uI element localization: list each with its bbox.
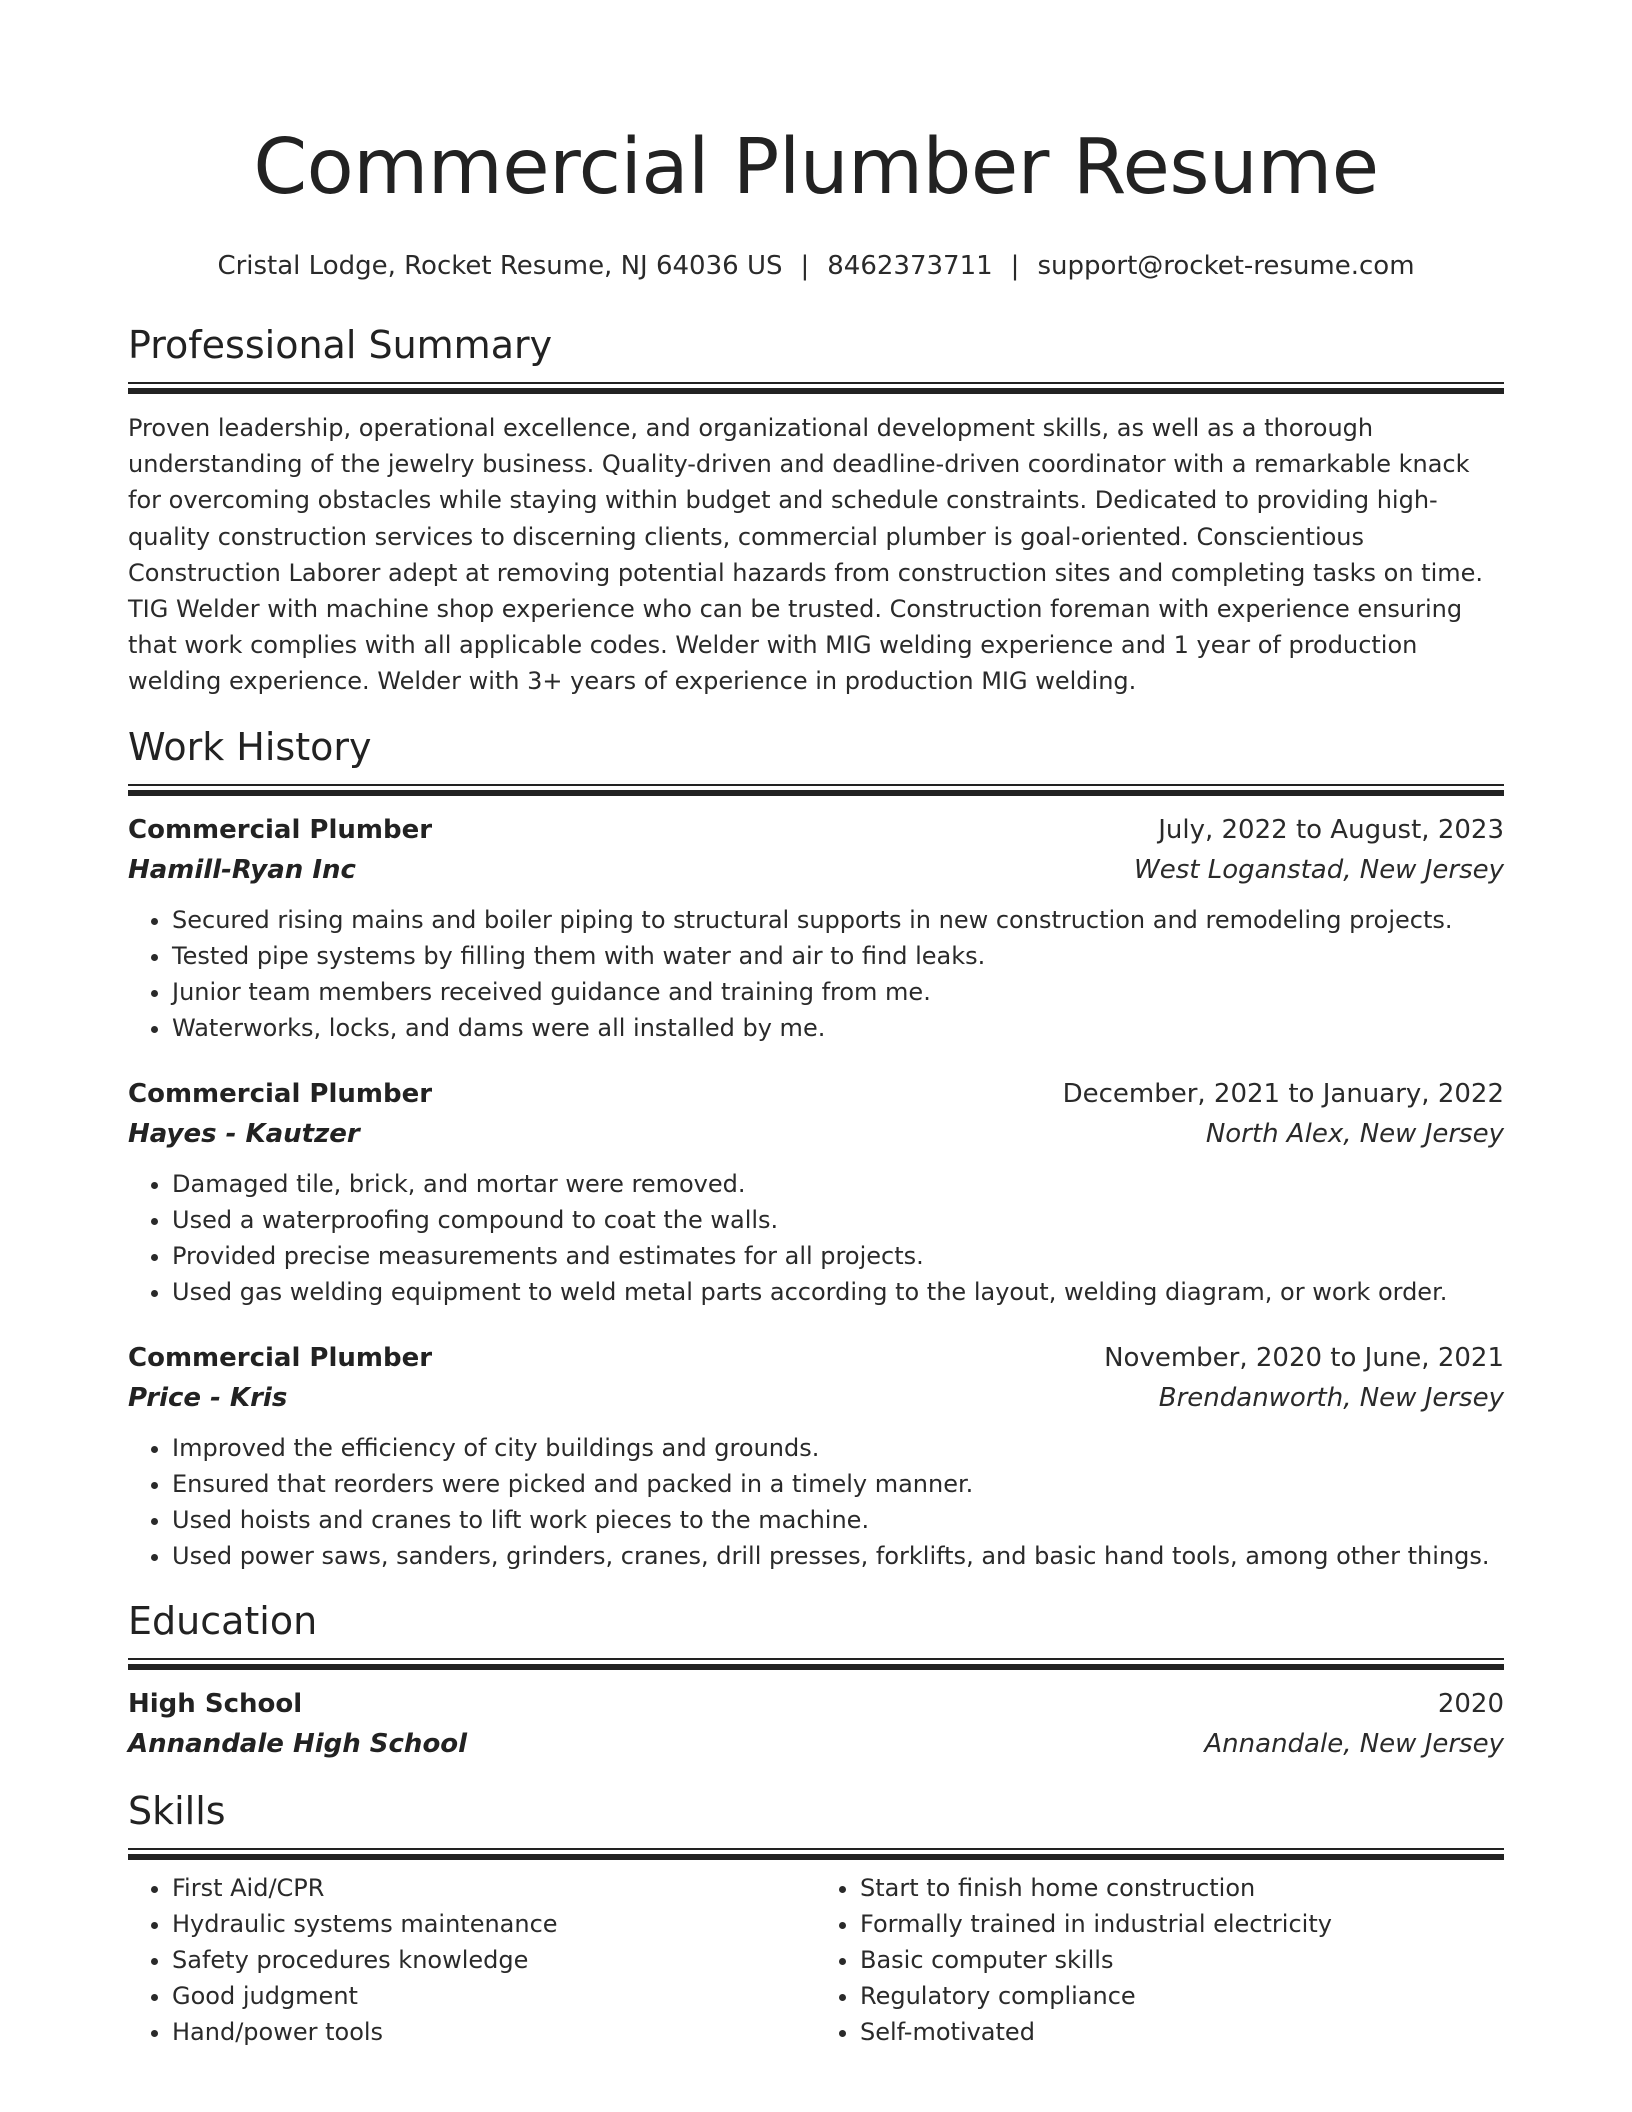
skill-item: • Formally trained in industrial electricity xyxy=(860,1906,1504,1942)
education-year: 2020 xyxy=(1437,1688,1504,1719)
skill-item: • Good judgment xyxy=(172,1978,816,2014)
section-divider xyxy=(128,1658,1504,1670)
skill-item: • Self-motivated xyxy=(860,2014,1504,2050)
job-bullet: • Used power saws, sanders, grinders, cranes, drill presses, forklifts, and basic hand tools, among other things. xyxy=(172,1538,1504,1574)
job-subheader xyxy=(128,850,1504,890)
job-bullet: • Secured rising mains and boiler piping to structural supports in new construction and remodeling projects. xyxy=(172,902,1504,938)
education-header xyxy=(128,1684,1504,1724)
job-dates: July, 2022 to August, 2023 xyxy=(1158,814,1504,845)
job-entry xyxy=(128,810,1504,1046)
skill-item: • Regulatory compliance xyxy=(860,1978,1504,2014)
job-entry xyxy=(128,1338,1504,1574)
section-divider xyxy=(128,784,1504,796)
job-header xyxy=(128,810,1504,850)
skill-item: • Basic computer skills xyxy=(860,1942,1504,1978)
education-school: Annandale High School xyxy=(128,1728,468,1759)
education-heading: Education xyxy=(128,1598,318,1643)
job-bullet: • Junior team members received guidance and training from me. xyxy=(172,974,1504,1010)
contact-line xyxy=(128,248,1504,284)
contact-phone: 8462373711 xyxy=(827,251,993,281)
education-entry xyxy=(128,1684,1504,1764)
job-subheader xyxy=(128,1114,1504,1154)
skills-heading: Skills xyxy=(128,1788,226,1833)
work-history-heading: Work History xyxy=(128,724,372,769)
job-bullet: • Damaged tile, brick, and mortar were removed. xyxy=(172,1166,1504,1202)
job-location: North Alex, New Jersey xyxy=(1205,1118,1504,1149)
job-header xyxy=(128,1074,1504,1114)
job-bullet: • Tested pipe systems by filling them with water and air to find leaks. xyxy=(172,938,1504,974)
section-divider xyxy=(128,1848,1504,1860)
skills-list-right xyxy=(816,1870,1504,2050)
summary-heading: Professional Summary xyxy=(128,323,553,367)
summary-section xyxy=(128,320,1504,700)
education-subheader xyxy=(128,1724,1504,1764)
job-title: Commercial Plumber xyxy=(128,1078,433,1109)
job-bullet: • Waterworks, locks, and dams were all installed by me. xyxy=(172,1010,1504,1046)
job-bullets xyxy=(128,1430,1504,1574)
job-bullet: • Provided precise measurements and estimates for all projects. xyxy=(172,1238,1504,1274)
resume-title: Commercial Plumber Resume xyxy=(253,123,1379,212)
contact-address: Cristal Lodge, Rocket Resume, NJ 64036 US xyxy=(217,251,783,281)
skills-list-left xyxy=(128,1870,816,2050)
work-history-section xyxy=(128,722,1504,1574)
job-bullets xyxy=(128,1166,1504,1310)
job-entry xyxy=(128,1074,1504,1310)
contact-separator: | xyxy=(1010,251,1020,281)
skills-columns xyxy=(128,1870,1504,2050)
job-bullets xyxy=(128,902,1504,1046)
skill-item: • Safety procedures knowledge xyxy=(172,1942,816,1978)
job-dates: December, 2021 to January, 2022 xyxy=(1062,1078,1504,1109)
summary-text: Proven leadership, operational excellence, and organizational development skills, as well as a thorough understanding of the jewelry business. Quality-driven and deadline-driven coordinator with a remarkable knack for overcoming obstacles while staying within budget and schedule constraints. Dedicated to providing high-quality construction services to discerning clients, commercial plumber is goal-oriented. Conscientious Construction Laborer adept at removing potential hazards from construction sites and completing tasks on time. TIG Welder with machine shop experience who can be trusted. Construction foreman with experience ensuring that work complies with all applicable codes. Welder with MIG welding experience and 1 year of production welding experience. Welder with 3+ years of experience in production MIG welding. xyxy=(128,414,1484,696)
job-bullet: • Improved the efficiency of city buildings and grounds. xyxy=(172,1430,1504,1466)
job-location: Brendanworth, New Jersey xyxy=(1158,1382,1504,1413)
job-bullet: • Used gas welding equipment to weld metal parts according to the layout, welding diagram, or work order. xyxy=(172,1274,1504,1310)
education-section xyxy=(128,1596,1504,1764)
job-header xyxy=(128,1338,1504,1378)
job-location: West Loganstad, New Jersey xyxy=(1134,854,1504,885)
job-company: Price - Kris xyxy=(128,1382,288,1413)
skills-section xyxy=(128,1786,1504,2050)
skill-item: • First Aid/CPR xyxy=(172,1870,816,1906)
education-degree: High School xyxy=(128,1688,303,1719)
skill-item: • Start to finish home construction xyxy=(860,1870,1504,1906)
contact-email: support@rocket-resume.com xyxy=(1037,251,1415,281)
job-title: Commercial Plumber xyxy=(128,1342,433,1373)
skill-item: • Hand/power tools xyxy=(172,2014,816,2050)
section-divider xyxy=(128,382,1504,394)
contact-separator: | xyxy=(800,251,810,281)
job-title: Commercial Plumber xyxy=(128,814,433,845)
job-company: Hamill-Ryan Inc xyxy=(128,854,356,885)
education-location: Annandale, New Jersey xyxy=(1204,1728,1504,1759)
job-bullet: • Ensured that reorders were picked and packed in a timely manner. xyxy=(172,1466,1504,1502)
job-bullet: • Used hoists and cranes to lift work pieces to the machine. xyxy=(172,1502,1504,1538)
job-bullet: • Used a waterproofing compound to coat the walls. xyxy=(172,1202,1504,1238)
job-company: Hayes - Kautzer xyxy=(128,1118,360,1149)
job-dates: November, 2020 to June, 2021 xyxy=(1104,1342,1504,1373)
skill-item: • Hydraulic systems maintenance xyxy=(172,1906,816,1942)
job-subheader xyxy=(128,1378,1504,1418)
